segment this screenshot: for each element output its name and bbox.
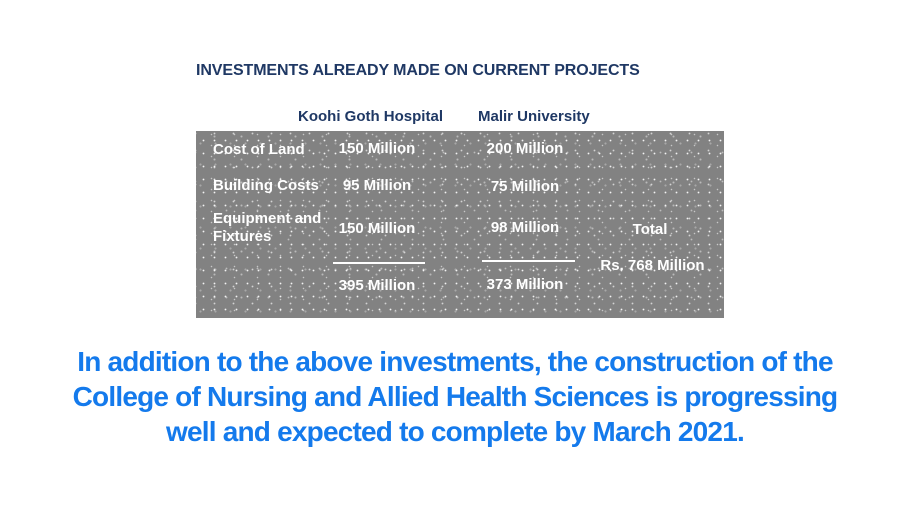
total-label: Total (632, 221, 668, 238)
cell-malir-equipment: 98 Million (490, 219, 560, 236)
row-label-equipment-and-fixtures: Equipment and Fixtures (213, 210, 322, 245)
grand-total-value: Rs. 768 Million (600, 257, 705, 274)
slide-title: INVESTMENTS ALREADY MADE ON CURRENT PROJECTS (196, 62, 640, 79)
footer-note-line-3: well and expected to complete by March 2021. (166, 416, 744, 447)
malir-total-rule (482, 260, 575, 262)
koohi-total-rule (333, 262, 425, 264)
cell-malir-total: 373 Million (486, 276, 564, 293)
cell-malir-building-costs: 75 Million (490, 178, 560, 195)
investments-table (196, 131, 724, 318)
column-header-koohi-goth-hospital: Koohi Goth Hospital (298, 108, 443, 125)
footer-note-line-1: In addition to the above investments, the construction of the (77, 346, 833, 377)
footer-note (0, 344, 910, 449)
cell-koohi-building-costs: 95 Million (342, 177, 412, 194)
footer-note-line-2: College of Nursing and Allied Health Sciences is progressing (72, 381, 838, 412)
row-label-building-costs: Building Costs (213, 177, 319, 194)
cell-koohi-total: 395 Million (338, 277, 416, 294)
column-header-malir-university: Malir University (478, 108, 590, 125)
row-label-cost-of-land: Cost of Land (213, 141, 305, 158)
cell-koohi-equipment: 150 Million (338, 220, 416, 237)
cell-koohi-cost-of-land: 150 Million (338, 140, 416, 157)
cell-malir-cost-of-land: 200 Million (486, 140, 564, 157)
